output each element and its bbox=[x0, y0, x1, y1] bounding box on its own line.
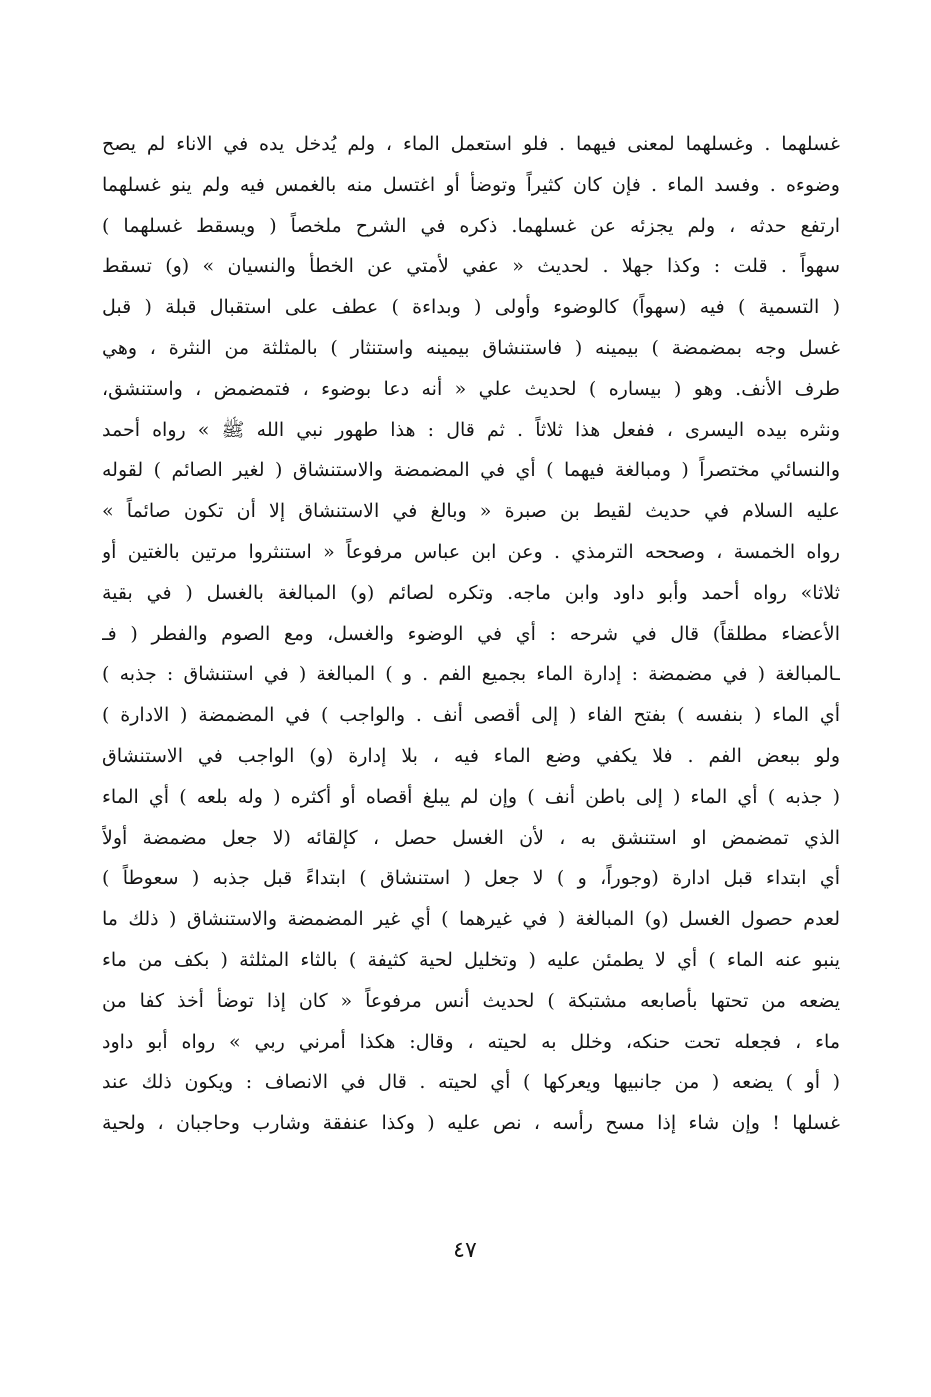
text-line: يضعه من تحتها بأصابعه مشتبكة ) لحديث أنس مرفوعاً « كان إذا توضأ أخذ كفا من bbox=[102, 989, 840, 1012]
text-line: ماء ، فجعله تحت حنكه، وخلل به لحيته ، وقال: هكذا أمرني ربي » رواه أبو داود bbox=[102, 1030, 840, 1053]
text-line: سهواً . قلت : وكذا جهلا . لحديث « عفي لأمتي عن الخطأ والنسيان » (و) تسقط bbox=[102, 255, 840, 278]
text-line: ونثره بيده اليسرى ، ففعل هذا ثلاثاً . ثم قال : هذا طهور نبي الله ﷺ » رواه أحمد bbox=[102, 418, 840, 441]
page-number: ٤٧ bbox=[453, 1238, 477, 1263]
text-line: أي الماء ( بنفسه ) بفتح الفاء ( إلى أقصى أنف . والواجب ) في المضمضة ( الادارة ) bbox=[102, 704, 840, 727]
body-text bbox=[102, 124, 840, 1144]
text-line: ارتفع حدثه ، ولم يجزئه عن غسلهما. ذكره في الشرح ملخصاً ( ويسقط غسلهما ) bbox=[102, 214, 840, 237]
text-line: وضوءه . وفسد الماء . فإن كان كثيراً وتوضأ أو اغتسل منه بالغمس فيه ولم ينو غسلهما bbox=[102, 173, 840, 196]
text-line: الذي تمضمض او استنشق به ، لأن الغسل حصل ، كإلقائه (لا جعل مضمضة أولاً bbox=[102, 826, 840, 849]
text-line: طرف الأنف. وهو ( بيساره ) لحديث علي « أنه دعا بوضوء ، فتمضمض ، واستنشق، bbox=[102, 377, 840, 400]
text-line: لعدم حصول الغسل (و) المبالغة ( في غيرهما ) أي غير المضمضة والاستنشاق ( ذلك ما bbox=[102, 908, 840, 931]
text-line: ( أو ) يضعه ( من جانبيها ويعركها ) أي لحيته . قال في الانصاف : ويكون ذلك عند bbox=[102, 1071, 840, 1094]
text-line: ( التسمية ) فيه (سهواً) كالوضوء وأولى ( وبداءة ) عطف على استقبال قبلة ( قبل bbox=[102, 296, 840, 319]
text-line: غسلهما . وغسلهما لمعنى فيهما . فلو استعمل الماء ، ولم يُدخل يده في الاناء لم يصح bbox=[102, 133, 840, 155]
text-line: رواه الخمسة ، وصححه الترمذي . وعن ابن عباس مرفوعاً « استنثروا مرتين بالغتين أو bbox=[102, 540, 840, 563]
text-line: عليه السلام في حديث لقيط بن صبرة « وبالغ في الاستنشاق إلا أن تكون صائماً » bbox=[102, 500, 840, 523]
text-line: الأعضاء مطلقاً) قال في شرحه : أي في الوضوء والغسل، ومع الصوم والفطر ( فـ bbox=[102, 622, 840, 645]
text-line: غسل وجه بمضمضة ) بيمينه ( فاستنشاق بيمينه واستنثار ) بالمثلثة من النثرة ، وهي bbox=[102, 336, 840, 359]
text-line: والنسائي مختصراً ( ومبالغة فيهما ) أي في المضمضة والاستنشاق ( لغير الصائم ) لقوله bbox=[102, 459, 840, 482]
text-line: ينبو عنه الماء ) أي لا يطمئن عليه ( وتخليل لحية كثيفة ) بالثاء المثلثة ( بكف من ماء bbox=[102, 948, 840, 971]
text-line: أي ابتداء قبل ادارة (وجوراً، و ) لا جعل ( استنشاق ) ابتداءً قبل جذبه ( سعوطاً ) bbox=[102, 867, 840, 890]
text-line: ولو ببعض الفم . فلا يكفي وضع الماء فيه ، بلا إدارة (و) الواجب في الاستنشاق bbox=[102, 744, 840, 767]
text-line: غسلها ! وإن شاء إذا مسح رأسه ، نص عليه ( وكذا عنفقة وشارب وحاجبان ، ولحية bbox=[102, 1112, 840, 1135]
text-line: ثلاثا» رواه أحمد وأبو داود وابن ماجه. وتكره لصائم (و) المبالغة بالغسل ( في بقية bbox=[102, 581, 840, 604]
text-line: ( جذبه ) أي الماء ( إلى باطن أنف ) وإن لم يبلغ أقصاه أو أكثره ( وله بلعه ) أي الماء bbox=[102, 785, 840, 808]
text-line: ـالمبالغة ( في مضمضة : إدارة الماء بجميع الفم . و ) المبالغة ( في استنشاق : جذبه ) bbox=[102, 663, 840, 686]
